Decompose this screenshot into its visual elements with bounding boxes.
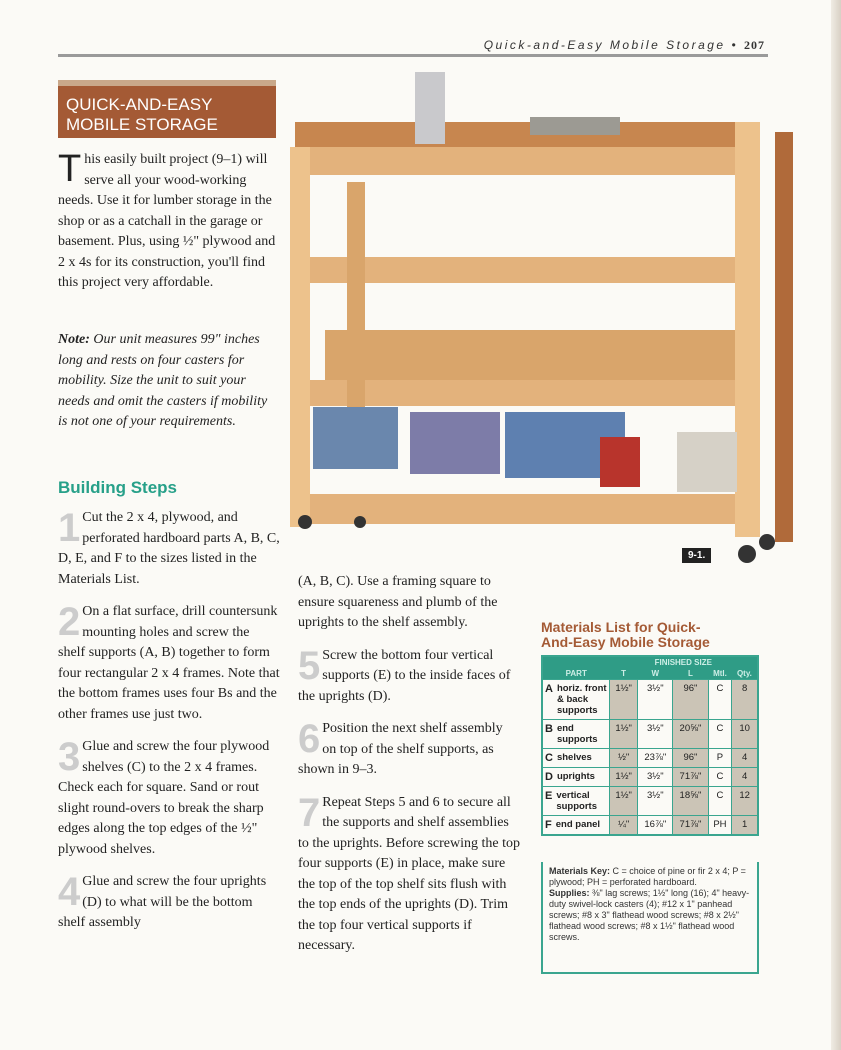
part-letter: E bbox=[545, 790, 553, 802]
cell-l: 18⅝" bbox=[673, 787, 708, 816]
step-number: 4 bbox=[58, 870, 81, 914]
upright-left bbox=[290, 147, 310, 527]
cell-w: 16⅞" bbox=[638, 816, 673, 836]
step-text: Cut the 2 x 4, plywood, and perforated hardboard parts A, B, C, D, E, and F to the sizes listed in the Materials List. bbox=[58, 510, 280, 587]
page-number: 207 bbox=[744, 38, 765, 52]
note-paragraph bbox=[58, 330, 280, 433]
steps-column-2 bbox=[298, 572, 520, 957]
caster-icon bbox=[759, 534, 775, 550]
bin-1 bbox=[313, 407, 398, 469]
steps-column-1 bbox=[58, 508, 280, 934]
intro-paragraph bbox=[58, 150, 280, 294]
supplies-text: ⅜" lag screws; 1½" long (16); 4" heavy-duty swivel-lock casters (4); #12 x 1" panhead screws; #8 x 3" flathead wood screws; #8 x 2½" flathead wood screws; #8 x 1½" flathead wood screws. bbox=[549, 888, 750, 942]
toolbox bbox=[600, 437, 640, 487]
cell-mtl: P bbox=[708, 749, 732, 768]
table-row bbox=[542, 720, 758, 749]
drop-cap: T bbox=[58, 148, 82, 190]
lumber-stack bbox=[325, 330, 745, 382]
part-cell bbox=[542, 749, 610, 768]
cell-t: ½" bbox=[610, 749, 638, 768]
step-7 bbox=[298, 790, 521, 957]
column-headers bbox=[542, 668, 758, 680]
part-letter: C bbox=[545, 752, 553, 764]
header-rule bbox=[58, 54, 768, 57]
bucket bbox=[677, 432, 737, 492]
cell-t: ¼" bbox=[610, 816, 638, 836]
cell-w: 3½" bbox=[638, 768, 673, 787]
cell-qty: 1 bbox=[732, 816, 758, 836]
part-cell bbox=[542, 768, 610, 787]
top-shelf bbox=[290, 147, 755, 175]
part-letter: F bbox=[545, 819, 552, 831]
caster-icon bbox=[354, 516, 366, 528]
part-cell bbox=[542, 787, 610, 816]
building-steps-heading: Building Steps bbox=[58, 478, 177, 497]
figure-label: 9-1. bbox=[682, 548, 711, 563]
part-cell bbox=[542, 680, 610, 720]
column-header: L bbox=[673, 668, 708, 680]
table-row bbox=[542, 768, 758, 787]
part-name: uprights bbox=[556, 771, 595, 782]
storage-unit-photo bbox=[285, 62, 795, 567]
cell-mtl: PH bbox=[708, 816, 732, 836]
step-text: Glue and screw the four uprights (D) to what will be the bottom shelf assembly bbox=[58, 874, 267, 930]
bin-2 bbox=[410, 412, 500, 474]
table-row bbox=[542, 749, 758, 768]
step-number: 5 bbox=[298, 643, 321, 688]
cell-qty: 4 bbox=[732, 768, 758, 787]
materials-title bbox=[541, 620, 710, 650]
step-4 bbox=[58, 872, 280, 934]
caster-icon bbox=[738, 545, 756, 563]
column-header: W bbox=[638, 668, 673, 680]
step-1 bbox=[58, 508, 280, 590]
cell-t: 1½" bbox=[610, 720, 638, 749]
upright-right bbox=[735, 122, 760, 537]
part-name: end supports bbox=[556, 723, 598, 745]
step-text: Glue and screw the four plywood shelves (C) to the 2 x 4 frames. Check each for square. Sand or rout slight round-overs to break the sharp edges along the top edges of the ½" plywood shelves. bbox=[58, 739, 270, 857]
note-text: Our unit measures 99" inches long and rests on four casters for mobility. Size the unit to suit your needs and omit the casters if mobility is not one of your requirements. bbox=[58, 332, 268, 429]
cell-mtl: C bbox=[708, 768, 732, 787]
cell-qty: 4 bbox=[732, 749, 758, 768]
step-5 bbox=[298, 643, 520, 708]
step-text: (A, B, C). Use a framing square to ensure squareness and plumb of the uprights to the shelf assembly. bbox=[298, 574, 498, 630]
key-text: C = choice of pine or fir 2 x 4; P = plywood; PH = perforated hardboard. bbox=[549, 866, 746, 887]
cell-l: 20⅝" bbox=[673, 720, 708, 749]
cell-w: 3½" bbox=[638, 787, 673, 816]
cell-mtl: C bbox=[708, 720, 732, 749]
materials-title-line2: And-Easy Mobile Storage bbox=[541, 634, 710, 650]
cell-t: 1½" bbox=[610, 768, 638, 787]
step-number: 6 bbox=[298, 717, 321, 761]
cell-mtl: C bbox=[708, 787, 732, 816]
finished-size-header: FINISHED SIZE bbox=[610, 656, 759, 668]
end-panel bbox=[775, 132, 793, 542]
cell-l: 96" bbox=[673, 680, 708, 720]
part-letter: A bbox=[545, 683, 553, 695]
materials-title-line1: Materials List for Quick- bbox=[541, 619, 701, 635]
materials-table bbox=[541, 655, 759, 836]
step-text: Position the next shelf assembly on top of the shelf supports, as shown in 9–3. bbox=[298, 721, 503, 777]
step-6 bbox=[298, 719, 520, 781]
part-name: horiz. front & back supports bbox=[556, 683, 607, 716]
cell-l: 71⅞" bbox=[673, 816, 708, 836]
key-label: Materials Key: bbox=[549, 866, 611, 876]
step-number: 3 bbox=[58, 735, 81, 779]
cell-l: 71⅞" bbox=[673, 768, 708, 787]
running-title: Quick-and-Easy Mobile Storage bbox=[483, 38, 726, 52]
cell-w: 23⅞" bbox=[638, 749, 673, 768]
paint-cans bbox=[415, 72, 445, 144]
cell-w: 3½" bbox=[638, 680, 673, 720]
step-number: 2 bbox=[58, 600, 81, 644]
intro-text: his easily built project (9–1) will serve all your wood-working needs. Use it for lumber storage in the shop or as a catchall in the garage or basement. Plus, using ½" plywood and 2 x 4s for its construction, you'll find this project very affordable. bbox=[58, 152, 276, 290]
step-text: On a flat surface, drill countersunk mounting holes and screw the shelf supports (A, B) together to form four rectangular 2 x 4 frames. Note that the bottom frames uses four Bs and the other frames use just two. bbox=[58, 604, 280, 722]
part-name: end panel bbox=[555, 819, 601, 830]
step-3 bbox=[58, 737, 280, 860]
tool-tray bbox=[530, 117, 620, 135]
part-cell bbox=[542, 816, 610, 836]
bullet: • bbox=[731, 38, 739, 52]
step-2 bbox=[58, 602, 280, 725]
part-letter: D bbox=[545, 771, 553, 783]
step-number: 1 bbox=[58, 506, 81, 550]
part-letter: B bbox=[545, 723, 553, 735]
title-line1: QUICK-AND-EASY bbox=[66, 95, 213, 114]
cell-t: 1½" bbox=[610, 680, 638, 720]
caster-icon bbox=[298, 515, 312, 529]
cell-qty: 10 bbox=[732, 720, 758, 749]
column-header: PART bbox=[542, 668, 610, 680]
cell-t: 1½" bbox=[610, 787, 638, 816]
step-number: 7 bbox=[298, 790, 321, 835]
supplies-label: Supplies: bbox=[549, 888, 590, 898]
part-name: shelves bbox=[556, 752, 592, 763]
cell-w: 3½" bbox=[638, 720, 673, 749]
step-text: Repeat Steps 5 and 6 to secure all the supports and shelf assemblies to the uprights. Before screwing the top four supports (E) in place, make sure the top of the top shelf sits flush with the top ends of the uprights (D). Trim the top four vertical supports if necessary. bbox=[298, 794, 521, 953]
table-row bbox=[542, 787, 758, 816]
upright-back bbox=[347, 182, 365, 407]
title-line2: MOBILE STORAGE bbox=[66, 115, 218, 134]
page-edge bbox=[831, 0, 841, 1050]
table-row bbox=[542, 816, 758, 836]
part-cell bbox=[542, 720, 610, 749]
column-header: Mtl. bbox=[708, 668, 732, 680]
step-4-continued bbox=[298, 572, 520, 634]
part-name: vertical supports bbox=[556, 790, 597, 812]
materials-key bbox=[541, 862, 759, 974]
running-header bbox=[484, 38, 765, 53]
cell-qty: 12 bbox=[732, 787, 758, 816]
cell-mtl: C bbox=[708, 680, 732, 720]
note-label: Note: bbox=[58, 332, 90, 347]
step-text: Screw the bottom four vertical supports (E) to the inside faces of the uprights (D). bbox=[298, 647, 511, 704]
table-row bbox=[542, 680, 758, 720]
column-header: T bbox=[610, 668, 638, 680]
cell-l: 96" bbox=[673, 749, 708, 768]
section-title bbox=[58, 80, 276, 138]
cell-qty: 8 bbox=[732, 680, 758, 720]
column-header: Qty. bbox=[732, 668, 758, 680]
